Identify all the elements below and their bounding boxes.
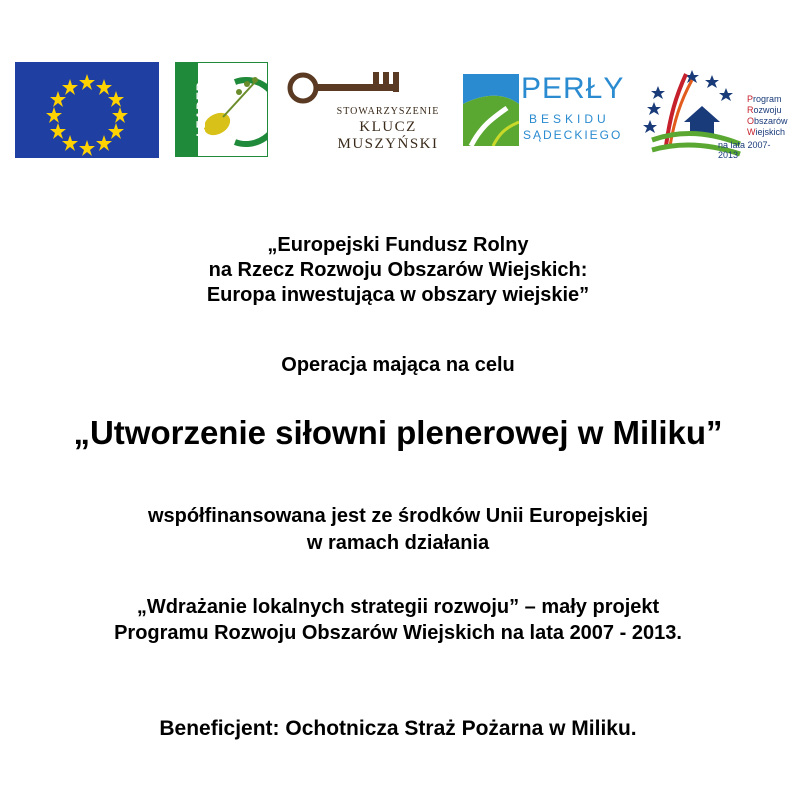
cofinance-line-2: w ramach działania bbox=[306, 532, 490, 554]
klucz-line2: KLUCZ bbox=[359, 119, 417, 135]
prow-line1-cap: P bbox=[747, 94, 754, 104]
perly-sub2: SĄDECKIEGO bbox=[523, 128, 623, 142]
fund-line-1: „Europejski Fundusz Rolny bbox=[267, 234, 529, 256]
fund-line-2: na Rzecz Rozwoju Obszarów Wiejskich: bbox=[208, 259, 588, 281]
prow-line2-rest: ozwoju bbox=[753, 105, 782, 115]
leader-label: LEADER bbox=[194, 81, 208, 137]
prow-line3-rest: bszarów bbox=[754, 116, 788, 126]
operation-intro: Operacja mająca na celu bbox=[281, 354, 515, 376]
operation-title: „Utworzenie siłowni plenerowej w Miliku” bbox=[73, 414, 723, 451]
program-line-1: „Wdrażanie lokalnych strategii rozwoju” – mały projekt bbox=[136, 596, 660, 618]
leader-emblem-icon bbox=[175, 62, 268, 157]
prow-years: na lata 2007-2013 bbox=[718, 140, 771, 160]
prow-line2-cap: R bbox=[747, 105, 754, 115]
beneficiary: Beneficjent: Ochotnicza Straż Pożarna w Miliku. bbox=[159, 717, 637, 740]
perly-beskidu-logo bbox=[463, 72, 633, 150]
klucz-line3: MUSZYŃSKI bbox=[337, 136, 439, 152]
prow-text bbox=[747, 94, 788, 138]
prow-logo bbox=[640, 66, 790, 160]
perly-sub1: BESKIDU bbox=[529, 112, 610, 126]
prow-line4-rest: iejskich bbox=[755, 127, 786, 137]
program-line-2: Programu Rozwoju Obszarów Wiejskich na lata 2007 - 2013. bbox=[114, 622, 682, 644]
klucz-muszynski-logo bbox=[285, 68, 450, 158]
perly-title: PERŁY bbox=[521, 72, 625, 105]
prow-line4-cap: W bbox=[747, 127, 756, 137]
klucz-line1: STOWARZYSZENIE bbox=[336, 106, 440, 117]
leader-logo bbox=[175, 62, 268, 157]
prow-line1-rest: rogram bbox=[753, 94, 782, 104]
key-icon bbox=[285, 68, 450, 108]
prow-line3-cap: O bbox=[747, 116, 755, 126]
cofinance-line-1: współfinansowana jest ze środków Unii Europejskiej bbox=[147, 505, 649, 527]
eu-flag-logo bbox=[15, 62, 159, 158]
landscape-icon bbox=[463, 74, 519, 146]
fund-line-3: Europa inwestująca w obszary wiejskie” bbox=[206, 284, 590, 306]
eu-stars-icon bbox=[15, 62, 159, 158]
